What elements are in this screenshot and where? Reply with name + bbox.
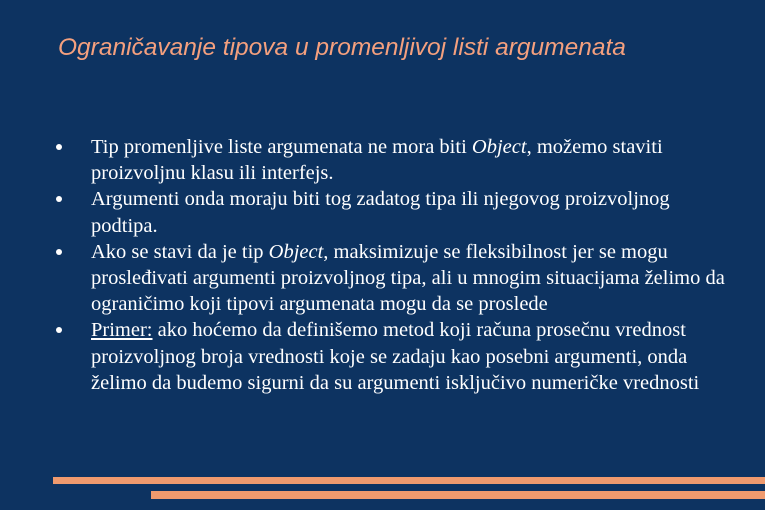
slide-title: Ograničavanje tipova u promenljivoj listi argumenata [58, 34, 626, 61]
bullet-emphasis: Object [471, 136, 527, 158]
bullet-list [56, 134, 726, 396]
bullet-text: , možemo staviti proizvoljnu klasu ili interfejs. [91, 136, 663, 185]
bullet-item [56, 186, 726, 238]
bullet-item [56, 317, 726, 396]
bullet-text: ako hoćemo da definišemo metod koji računa prosečnu vrednost proizvoljnog broja vrednosti koje se zadaju kao posebni argumenti, onda želimo da budemo sigurni da su argumenti isključivo numeričke vrednosti [91, 319, 700, 394]
bullet-text: Tip promenljive liste argumenata ne mora biti [91, 136, 472, 158]
bullet-dot-icon [56, 327, 62, 333]
bullet-item [56, 239, 726, 318]
decorative-bar-bottom [151, 491, 765, 499]
bullet-text: , maksimizuje se fleksibilnost jer se mogu prosleđivati argumenti proizvoljnog tipa, ali u mnogim situacijama želimo da ograničimo koji tipovi argumenata mogu da se proslede [91, 240, 725, 316]
decorative-bar-top [53, 477, 765, 484]
bullet-dot-icon [56, 249, 62, 255]
bullet-text: Ako se stavi da je tip [91, 240, 269, 263]
bullet-dot-icon [56, 144, 62, 150]
example-label: Primer: [91, 319, 153, 342]
bullet-text: Argumenti onda moraju biti tog zadatog tipa ili njegovog proizvoljnog podtipa. [91, 188, 670, 237]
bullet-emphasis: Object [268, 240, 324, 263]
bullet-item [56, 134, 726, 186]
bullet-dot-icon [56, 196, 62, 202]
